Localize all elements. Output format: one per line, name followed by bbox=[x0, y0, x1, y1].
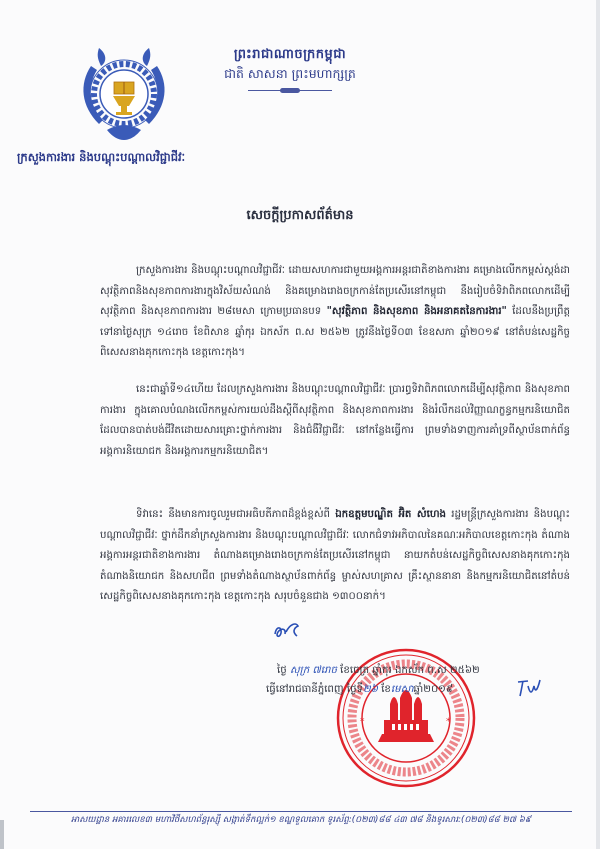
svg-text:*: * bbox=[446, 717, 451, 727]
place-date-line: ធ្វើនៅរាជធានីភ្នំពេញ ថ្ងៃទី២៦ ខែមេសាឆ្នាំ២០១៩ bbox=[266, 684, 454, 695]
paragraph-text: រដ្ឋមន្ត្រីក្រសួងការងារ និងបណ្តុះបណ្តាលវិជ្ជាជីវៈ ថ្នាក់ដឹកនាំក្រសួងការងារ និងបណ្តុះបណ្តាលវិជ្ជាជីវៈ លោកជំទាវអភិបាលនៃគណៈអភិបាលខេត្តកោះកុង តំណាងអង្គការអន្តរជាតិខាងការងារ តំណាងគម្រោងរោងចក្រកាន់តែប្រសើរនៅកម្ពុជា នាយកតំបន់សេដ្ឋកិច្ចពិសេសនាងគុកកោះកុង តំណាងនិយោជក និងសហជីព ព្រមទាំងតំណាងស្ថាប័នពាក់ព័ន្ធ ម្ចាស់សហគ្រាស គ្រឹះស្ថាននានា និងកម្មករនិយោជិតនៅតំបន់សេដ្ឋកិច្ចពិសេសនាងគុកកោះកុង ខេត្តកោះកុង សរុបចំនួនជាង ១៣០០នាក់។ bbox=[100, 509, 570, 602]
scan-edge bbox=[596, 0, 600, 849]
paragraph-text: ក្រសួងការងារ និងបណ្តុះបណ្តាលវិជ្ជាជីវៈ ដោយសហការជាមួយអង្គការអន្តរជាតិខាងការងារ គម្រោងលើកកម្ពស់ស្តង់ដាសុវត្ថិភាពនិងសុខភាពការងារក្នុងវិស័យសំណង់ និងគម្រោងរោងចក្រកាន់តែប្រសើរនៅកម្ពុជា នឹងរៀបចំទិវាពិភពលោកដើម្បីសុវត្ថិភាព និងសុខភាពការងារ ២៨មេសា ក្រោមប្រធានបទ bbox=[100, 265, 570, 317]
handwritten-lunar-day: សុក្រ ៧រោច bbox=[289, 665, 337, 676]
paragraph-text: នេះជាឆ្នាំទី១៤ហើយ ដែលក្រសួងការងារ និងបណ្តុះបណ្តាលវិជ្ជាជីវៈ ប្រារព្ធទិវាពិភពលោកដើម្បីសុវត្ថិភាព និងសុខភាពការងារ ក្នុងគោលបំណងលើកកម្ពស់ការយល់ដឹងស្តីពីសុវត្ថិភាព និងសុខភាពការងារ និងរំលឹកដល់វិញ្ញាណក្ខន្ធកម្មករនិយោជិតដែលបានបាត់បង់ជីវិតដោយសារគ្រោះថ្នាក់ការងារ និងជំងឺវិជ្ជាជីវៈ នៅកន្លែងធ្វើការ ព្រមទាំងទាញការគាំទ្រពីស្ថាប័នពាក់ព័ន្ធ អង្គការនិយោជក និងអង្គការកម្មករនិយោជិត។ bbox=[100, 384, 570, 457]
svg-text:*: * bbox=[360, 717, 365, 727]
lunar-date-line: ថ្ងៃ សុក្រ ៧រោច ខែចេត្រ ឆ្នាំកុរ ឯកស័ក ព.ស ២៥៦២ bbox=[277, 665, 480, 676]
theme-title: "សុវត្ថិភាព និងសុខភាព និងអនាគតនៃការងារ" bbox=[326, 306, 507, 317]
minister-name: ឯកឧត្តមបណ្ឌិត អ៊ិត សំហេង bbox=[335, 509, 447, 520]
handwritten-signature-icon bbox=[516, 676, 542, 698]
national-motto: ជាតិ សាសនា ព្រះមហាក្សត្រ bbox=[224, 66, 356, 81]
footer-divider bbox=[30, 811, 572, 812]
handwritten-initial-icon bbox=[272, 620, 304, 640]
document-title: សេចក្តីប្រកាសព័ត៌មាន bbox=[246, 208, 354, 223]
paragraph-3 bbox=[100, 505, 570, 608]
paragraph-1 bbox=[100, 261, 570, 364]
ministry-logo-icon bbox=[77, 44, 171, 144]
paragraph-text: ទិវានេះ នឹងមានការចូលរួមជាអធិបតីភាពដ៏ខ្ពង់ខ្ពស់ពី bbox=[136, 509, 336, 520]
ministry-name: ក្រសួងការងារ និងបណ្តុះបណ្តាលវិជ្ជាជីវៈ bbox=[17, 150, 186, 164]
handwritten-day: ២៦ bbox=[363, 684, 378, 695]
ornament-divider bbox=[248, 88, 332, 94]
scan-edge bbox=[0, 820, 4, 849]
footer-address: អាសយដ្ឋាន អគារលេខ៣ មហាវិថីសហព័ន្ធរុស្ស៊ី សង្កាត់ទឹកល្អក់១ ខណ្ឌទួលគោក ទូរស័ព្ទ:(០២៣)៨៨ ៤៣ ៧៨ និងទូរសារ:(០២៣)៨៨ ២៧ ៦៩ bbox=[71, 815, 531, 825]
kingdom-heading: ព្រះរាជាណាចក្រកម្ពុជា bbox=[233, 47, 347, 62]
paragraph-2 bbox=[100, 380, 570, 462]
paragraph-text: ដែលនឹងប្រព្រឹត្តទៅនាថ្ងៃសុក្រ ១៤រោច ខែពិសាខ ឆ្នាំកុរ ឯកស័ក ព.ស ២៥៦២ ត្រូវនឹងថ្ងៃទី០៣ ខែឧសភា ឆ្នាំ២០១៩ នៅតំបន់សេដ្ឋកិច្ចពិសេសនាងគុកកោះកុង ខេត្តកោះកុង។ bbox=[100, 306, 570, 358]
handwritten-month: មេសា bbox=[390, 684, 414, 695]
divider-knot bbox=[280, 88, 300, 93]
